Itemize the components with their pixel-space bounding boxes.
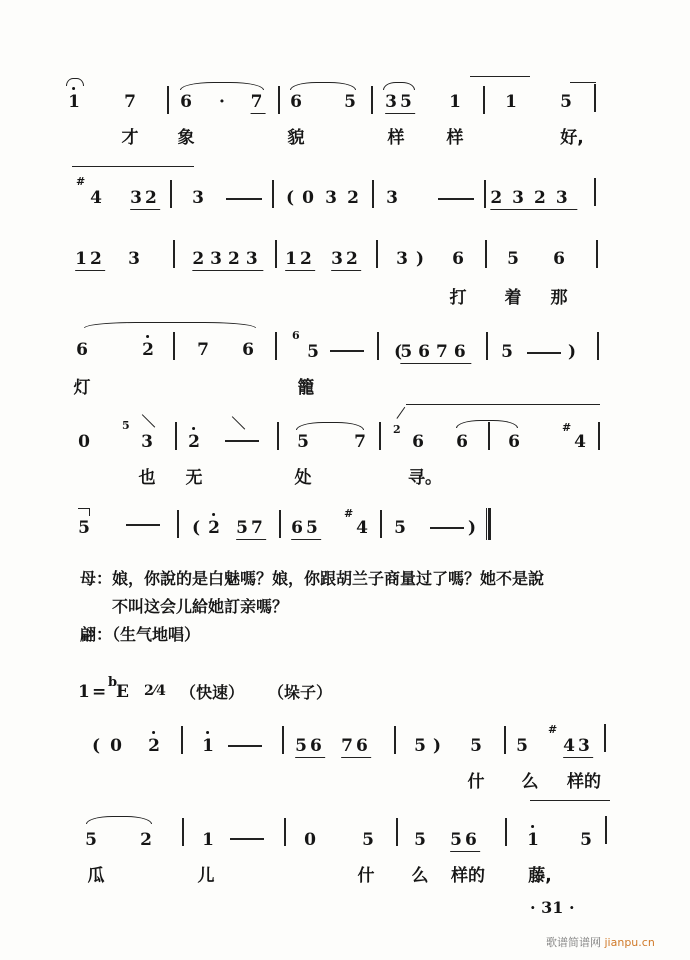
note: 6 — [242, 340, 254, 360]
note: 5 — [501, 342, 513, 362]
barline — [394, 726, 396, 754]
note: 5 — [85, 830, 97, 850]
lyric: 么 — [521, 772, 539, 792]
barline — [379, 422, 381, 450]
barline — [380, 510, 382, 538]
lyric: 藤, — [528, 866, 552, 886]
note: 4 — [90, 188, 102, 208]
note: 1 — [202, 736, 214, 756]
note: 7 — [197, 340, 209, 360]
tie — [470, 76, 530, 84]
lyric: 象 — [177, 128, 195, 148]
note: 3 — [192, 188, 204, 208]
barline — [597, 332, 599, 360]
note: 2 — [188, 432, 200, 452]
lyric: 样 — [446, 128, 464, 148]
note: 4 — [356, 518, 368, 538]
note-group: 12 — [75, 249, 105, 269]
rest: 0 — [304, 830, 316, 850]
note: 6 — [452, 249, 464, 269]
sharp-accidental: # — [548, 723, 558, 736]
lyric: 那 — [550, 288, 568, 308]
note: 5 — [414, 830, 426, 850]
note: 5 — [297, 432, 309, 452]
lyric: 无 — [185, 468, 203, 488]
style-marking: （垛子） — [268, 683, 333, 702]
note: 7 — [354, 432, 366, 452]
glissando-mark — [142, 414, 156, 428]
hold-dash — [226, 198, 262, 200]
note: 3 — [396, 249, 408, 269]
barline — [282, 726, 284, 754]
hold-dash — [225, 440, 259, 442]
barline — [504, 726, 506, 754]
barline — [173, 240, 175, 268]
note: 3 — [325, 188, 337, 208]
rest: 0 — [110, 736, 122, 756]
note: 5 — [414, 736, 426, 756]
note: 6 — [76, 340, 88, 360]
barline — [278, 86, 280, 114]
lyric: 貌 — [287, 128, 305, 148]
note: 5 — [470, 736, 482, 756]
dialogue-line: 不叫这会儿給她訂亲嗎？ — [112, 597, 289, 616]
lyric: 样的 — [451, 866, 485, 886]
note: 7 — [250, 92, 266, 112]
note: 2 — [208, 518, 220, 538]
barline — [372, 180, 374, 208]
paren-open: ( — [393, 342, 403, 362]
slur — [383, 82, 415, 90]
tie — [406, 404, 600, 412]
barline — [396, 818, 398, 846]
barline — [376, 240, 378, 268]
tie-end — [78, 508, 90, 516]
barline — [483, 86, 485, 114]
note: 6 — [456, 432, 468, 452]
note: 1 — [527, 830, 539, 850]
barline — [485, 240, 487, 268]
barline — [377, 332, 379, 360]
lyric: 处 — [294, 468, 312, 488]
note: 6 — [508, 432, 520, 452]
slur — [290, 82, 356, 90]
key-tonic: 1 — [78, 682, 90, 702]
barline — [175, 422, 177, 450]
lyric: 什 — [467, 772, 485, 792]
lyric: 好, — [560, 128, 584, 148]
slur — [296, 422, 364, 430]
barline — [167, 86, 169, 114]
flat-accidental: b — [108, 675, 118, 690]
paren-close: ) — [432, 736, 442, 756]
watermark-cn: 歌谱简谱网 — [546, 936, 601, 949]
slur — [86, 816, 152, 824]
tie — [570, 82, 596, 90]
note: 2 — [148, 736, 160, 756]
note-group: 56 — [450, 830, 480, 850]
hold-dash — [438, 198, 474, 200]
note-group: 57 — [236, 518, 266, 538]
lyric: 儿 — [197, 866, 215, 886]
note: 5 — [78, 518, 90, 538]
final-barline — [486, 508, 491, 540]
note: 6 — [553, 249, 565, 269]
note: 1 — [68, 92, 80, 112]
barline — [277, 422, 279, 450]
lyric: 样 — [387, 128, 405, 148]
note: 5 — [560, 92, 572, 112]
grace-note: 5 — [122, 419, 130, 432]
lyric: 籠 — [297, 378, 315, 398]
lyric: 也 — [138, 468, 156, 488]
note-group: 2323 — [490, 188, 578, 208]
sharp-accidental: # — [76, 175, 86, 188]
note: 4 — [574, 432, 586, 452]
note: 5 — [344, 92, 356, 112]
key-letter: E — [116, 682, 129, 702]
note: 3 — [128, 249, 140, 269]
note: 5 — [307, 342, 319, 362]
barline — [486, 332, 488, 360]
barline — [275, 332, 277, 360]
slur — [66, 78, 84, 86]
note: 1 — [505, 92, 517, 112]
note-group: 65 — [291, 518, 321, 538]
slur — [456, 420, 518, 428]
paren-close: ) — [567, 342, 577, 362]
barline — [596, 240, 598, 268]
note-group: 76 — [341, 736, 371, 756]
dot-extension: · — [219, 92, 225, 112]
note: 6 — [290, 92, 302, 112]
stage-direction: 翩：（生气地唱） — [80, 625, 201, 644]
note: 5 — [516, 736, 528, 756]
barline — [488, 422, 490, 450]
note: 3 — [386, 188, 398, 208]
grace-note: 6 — [292, 329, 300, 342]
slur — [84, 322, 256, 328]
barline — [275, 240, 277, 268]
note-group: 12 — [285, 249, 315, 269]
note: 5 — [507, 249, 519, 269]
rest: 0 — [302, 188, 314, 208]
note-group: 32 — [331, 249, 361, 269]
lyric: 什 — [357, 866, 375, 886]
lyric: 才 — [121, 128, 139, 148]
lyric: 么 — [411, 866, 429, 886]
paren-close: ) — [467, 518, 477, 538]
glissando-mark — [232, 416, 246, 430]
barline — [484, 180, 486, 208]
hold-dash — [430, 527, 464, 529]
lyric: 打 — [449, 288, 467, 308]
key-equals: = — [92, 682, 107, 702]
paren-open: ( — [91, 736, 101, 756]
hold-dash — [126, 524, 160, 526]
lyric: 寻。 — [408, 468, 442, 488]
note: 2 — [347, 188, 359, 208]
slur — [180, 82, 264, 90]
lyric: 样的 — [567, 772, 601, 792]
note-group: 56 — [295, 736, 325, 756]
tie-start — [396, 407, 405, 419]
time-signature: 2⁄4 — [144, 683, 166, 699]
note: 5 — [580, 830, 592, 850]
barline — [173, 332, 175, 360]
barline — [605, 816, 607, 844]
barline — [505, 818, 507, 846]
hold-dash — [527, 352, 561, 354]
barline — [598, 422, 600, 450]
note: 1 — [449, 92, 461, 112]
paren-close: ) — [415, 249, 425, 269]
lyric: 着 — [504, 288, 522, 308]
barline — [182, 818, 184, 846]
note: 1 — [202, 830, 214, 850]
page-number: · 31 · — [530, 898, 575, 917]
hold-dash — [230, 838, 264, 840]
barline — [272, 180, 274, 208]
barline — [371, 86, 373, 114]
barline — [284, 818, 286, 846]
note: 5 — [362, 830, 374, 850]
note-group: 43 — [563, 736, 593, 756]
hold-dash — [330, 350, 364, 352]
note-group: 5676 — [400, 342, 472, 362]
barline — [170, 180, 172, 208]
watermark — [546, 934, 655, 950]
rest: 0 — [78, 432, 90, 452]
dialogue-line: 母：娘，你說的是白魅嗎？娘，你跟胡兰子商量过了嗎？她不是說 — [80, 569, 545, 588]
barline — [594, 84, 596, 112]
paren-open: ( — [191, 518, 201, 538]
note: 3 — [141, 432, 153, 452]
note: 5 — [394, 518, 406, 538]
tie — [530, 800, 610, 808]
lyric: 灯 — [73, 378, 91, 398]
watermark-url: jianpu.cn — [604, 936, 655, 949]
grace-note: 2 — [393, 423, 401, 436]
hold-dash — [228, 745, 262, 747]
barline — [177, 510, 179, 538]
barline — [594, 178, 596, 206]
barline — [279, 510, 281, 538]
sharp-accidental: # — [562, 421, 572, 434]
note: 2 — [142, 340, 154, 360]
note: 6 — [412, 432, 424, 452]
tempo-marking: （快速） — [180, 683, 245, 702]
paren-open: ( — [285, 188, 295, 208]
note-group: 32 — [130, 188, 160, 208]
barline — [604, 724, 606, 752]
note-group: 35 — [385, 92, 415, 112]
note-group: 2323 — [192, 249, 264, 269]
sharp-accidental: # — [344, 507, 354, 520]
lyric: 瓜 — [87, 866, 105, 886]
barline — [181, 726, 183, 754]
note: 6 — [180, 92, 192, 112]
note: 7 — [124, 92, 136, 112]
note: 2 — [140, 830, 152, 850]
tie — [72, 166, 194, 174]
